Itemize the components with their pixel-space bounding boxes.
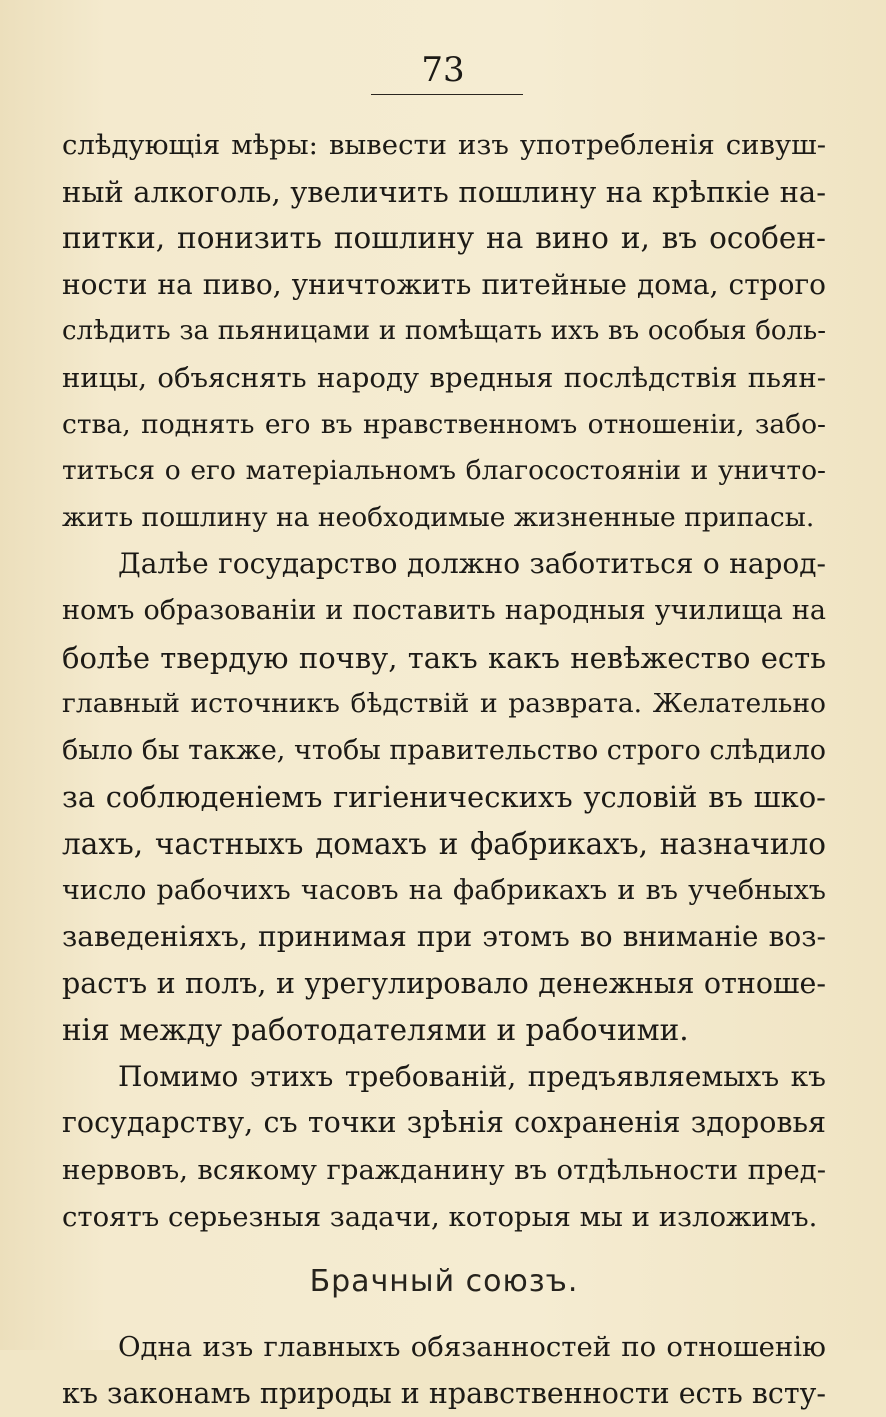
text-line: къ законамъ природы и нравственности есть всту- bbox=[62, 1376, 827, 1410]
text-line: стоятъ серьезныя задачи, которыя мы и изложимъ. bbox=[62, 1200, 818, 1233]
text-line: нія между работодателями и рабочими. bbox=[62, 1013, 689, 1048]
text-line: нервовъ, всякому гражданину въ отдѣльности пред- bbox=[62, 1154, 826, 1187]
text-line: болѣе твердую почву, такъ какъ невѣжество есть bbox=[62, 640, 826, 675]
text-line: ства, поднять его въ нравственномъ отношеніи, забо- bbox=[62, 408, 826, 440]
body-text bbox=[62, 122, 826, 1417]
paragraph-4 bbox=[62, 1324, 826, 1417]
text-line: было бы также, чтобы правительство строго слѣдило bbox=[62, 734, 826, 766]
text-line: Далѣе государство должно заботиться о народ- bbox=[118, 547, 826, 581]
paragraph-3 bbox=[62, 1054, 826, 1240]
text-line: за соблюденіемъ гигіеническихъ условій въ шко- bbox=[62, 780, 826, 815]
paragraph-2 bbox=[62, 541, 826, 1054]
text-line: Помимо этихъ требованій, предъявляемыхъ къ bbox=[118, 1059, 826, 1093]
paragraph-1 bbox=[62, 122, 826, 541]
text-line: заведеніяхъ, принимая при этомъ во вниманіе воз- bbox=[62, 920, 826, 954]
text-line: лахъ, частныхъ домахъ и фабрикахъ, назначило bbox=[62, 826, 826, 861]
header-rule bbox=[371, 94, 523, 95]
text-line: Одна изъ главныхъ обязанностей по отношенію bbox=[118, 1331, 826, 1364]
text-line: слѣдить за пьяницами и помѣщать ихъ въ особыя боль- bbox=[62, 316, 826, 347]
page-number: 73 bbox=[421, 50, 465, 90]
text-line: титься о его матеріальномъ благосостояніи и уничто- bbox=[62, 455, 826, 487]
text-line: государству, съ точки зрѣнія сохраненія здоровья bbox=[62, 1106, 826, 1140]
section-heading: Брачный союзъ. bbox=[309, 1264, 579, 1300]
text-line: слѣдующія мѣры: вывести изъ употребленія сивуш- bbox=[62, 129, 826, 161]
text-line: номъ образованіи и поставить народныя училища на bbox=[62, 594, 826, 626]
text-line: питки, понизить пошлину на вино и, въ особен- bbox=[62, 221, 826, 256]
text-line: ности на пиво, уничтожить питейные дома, строго bbox=[62, 267, 826, 301]
text-line: жить пошлину на необходимые жизненные припасы. bbox=[62, 501, 815, 533]
text-line: число рабочихъ часовъ на фабрикахъ и въ учебныхъ bbox=[62, 874, 826, 906]
text-line: ный алкоголь, увеличить пошлину на крѣпкіе на- bbox=[62, 174, 826, 209]
text-line: главный источникъ бѣдствій и разврата. Желательно bbox=[62, 688, 826, 720]
text-line: растъ и полъ, и урегулировало денежныя отноше- bbox=[62, 966, 826, 1000]
text-line: ницы, объяснять народу вредныя послѣдствія пьян- bbox=[62, 361, 826, 394]
